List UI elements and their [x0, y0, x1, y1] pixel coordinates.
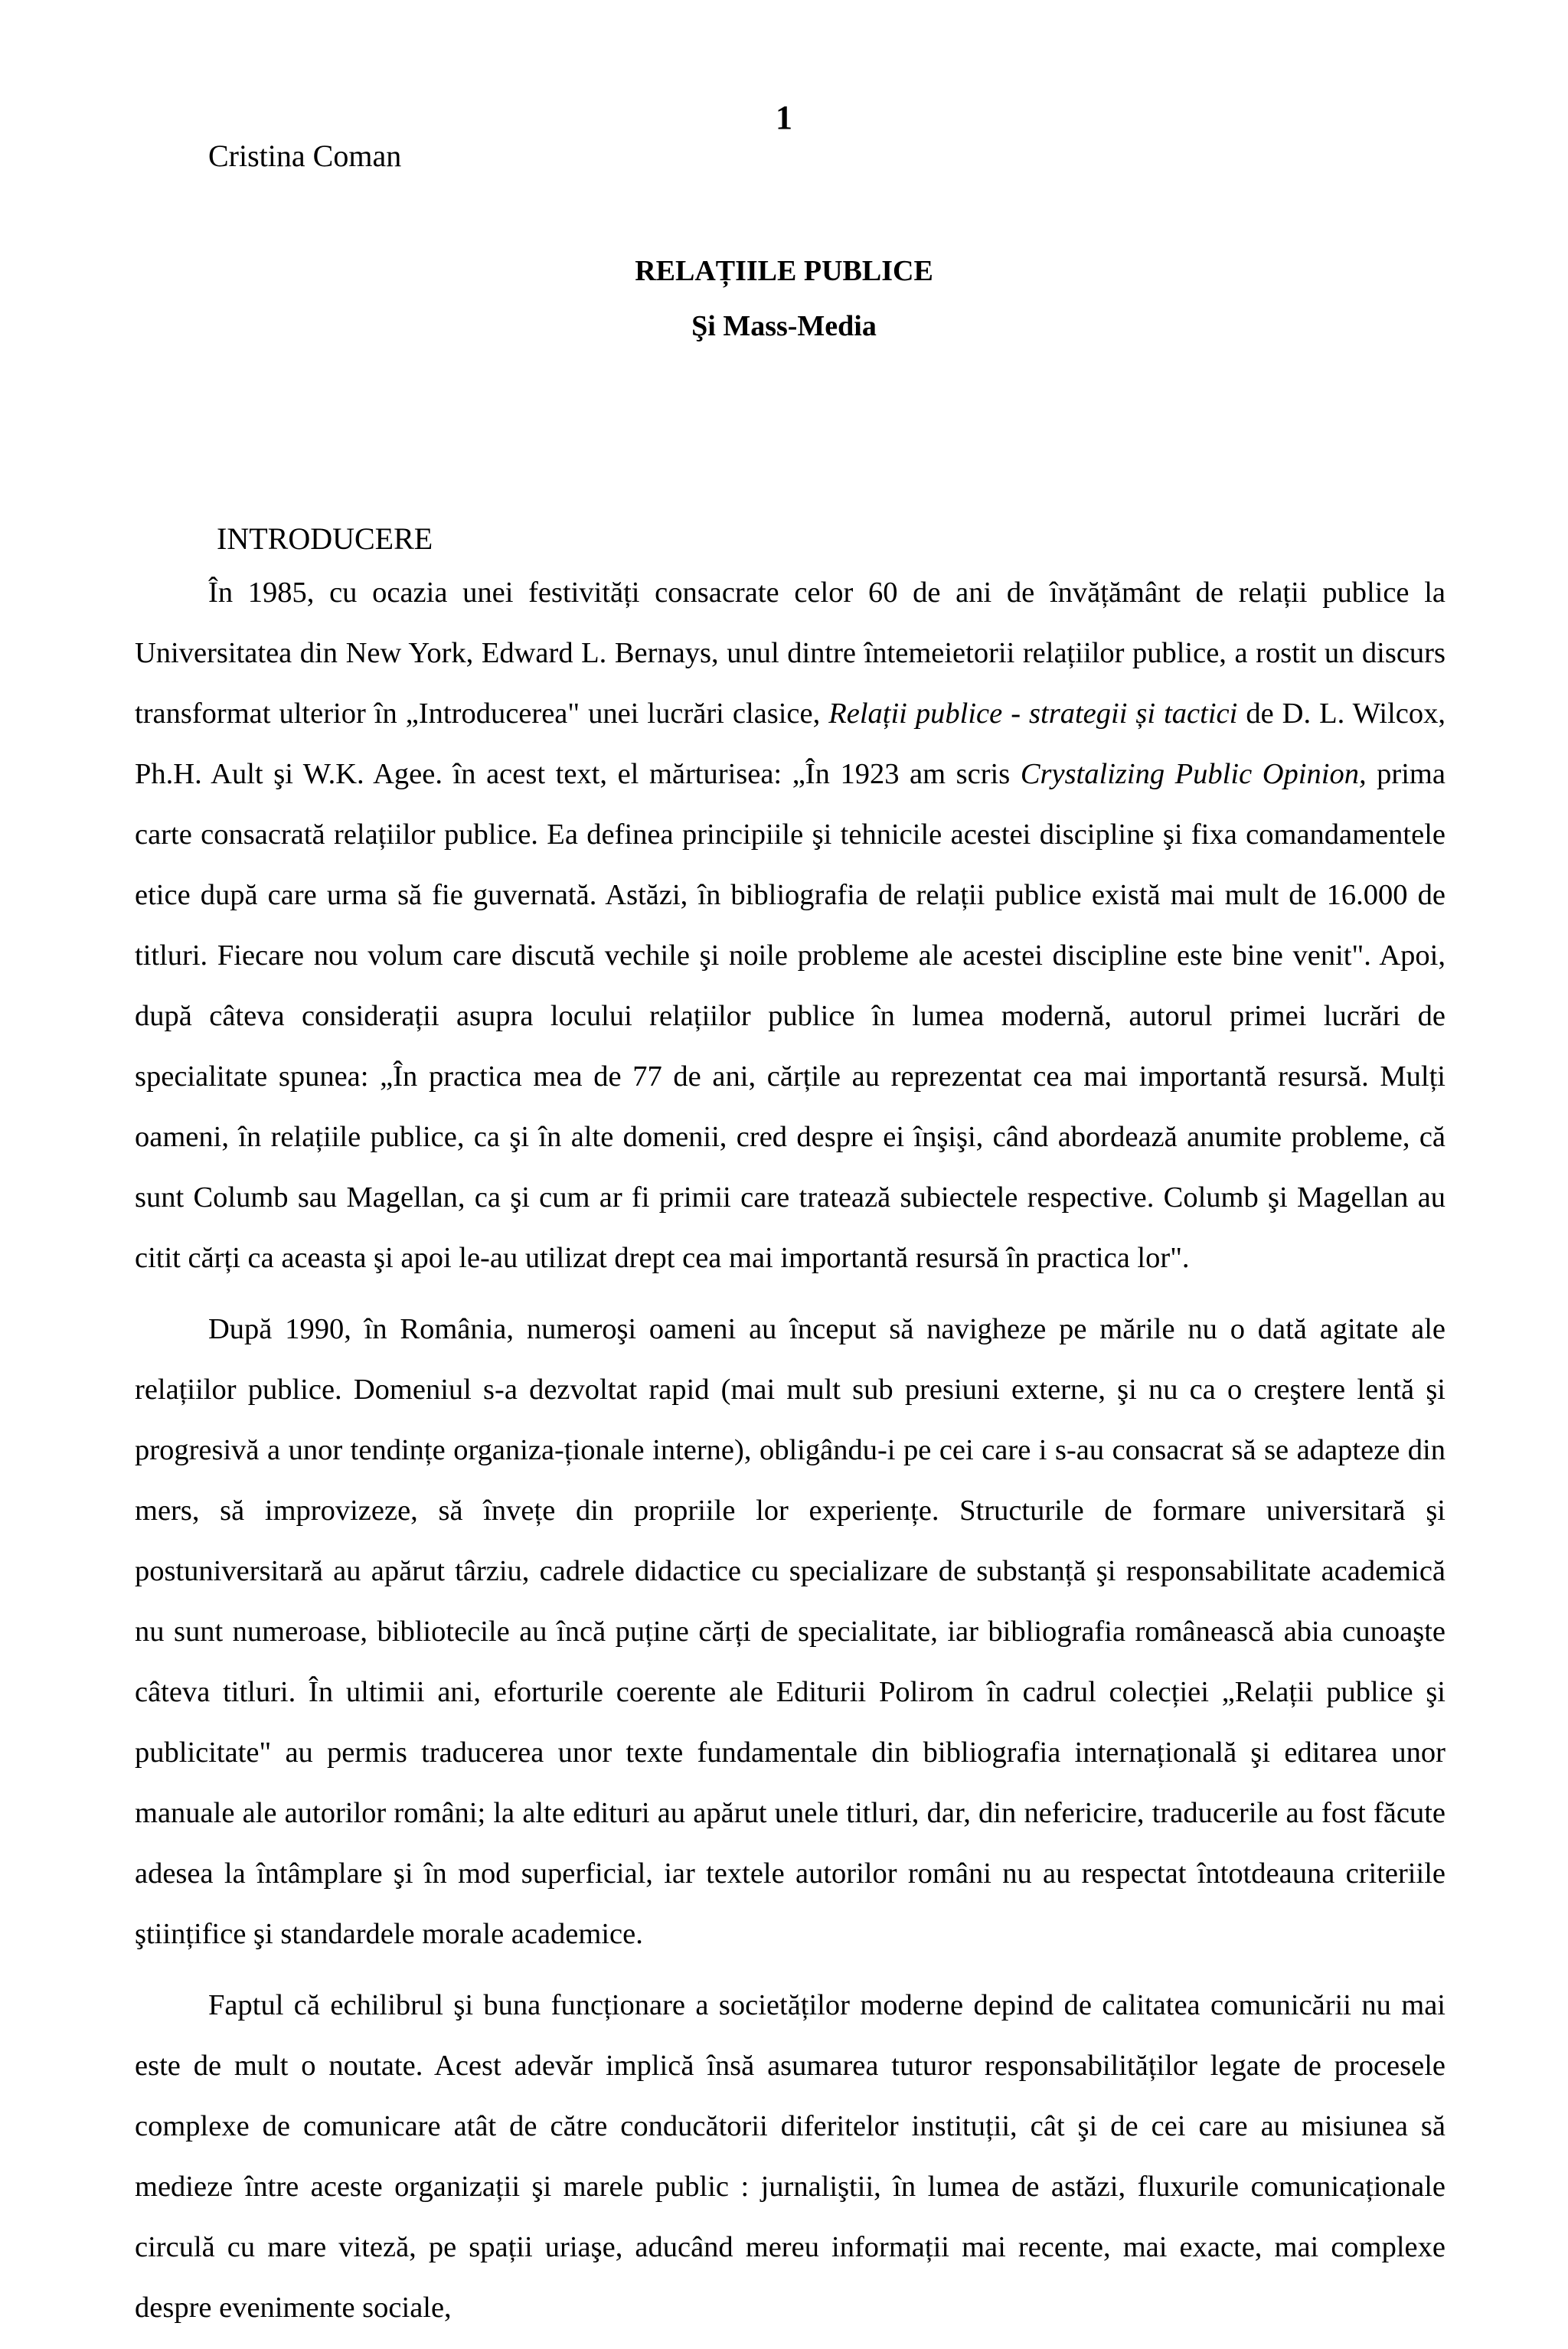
- author-name: Cristina Coman: [208, 139, 402, 173]
- paragraph-1-italic-title-2: Crystalizing Public Opinion,: [1020, 758, 1367, 790]
- paragraph-1-italic-title-1: Relații publice - strategii și tactici: [828, 698, 1238, 730]
- body-text: [135, 563, 1446, 2349]
- page-number: 1: [776, 99, 792, 136]
- title-line-2: Şi Mass-Media: [691, 310, 877, 342]
- section-heading: INTRODUCERE: [217, 521, 433, 556]
- paragraph-3: Faptul că echilibrul şi buna funcționare a societăților moderne depind de calitatea comunicării nu mai este de mult o noutate. Acest adevăr implică însă asumarea tuturor responsabilităților legate de procesele complexe de comunicare atât de către conducătorii diferitelor instituții, cât şi de cei care au misiunea să medieze între aceste organizații şi marele public : jurnaliştii, în lumea de astăzi, fluxurile comunicaționale circulă cu mare viteză, pe spații uriaşe, aducând mereu informații mai recente, mai exacte, mai complexe despre evenimente sociale,: [135, 1989, 1446, 2324]
- paragraph-2: După 1990, în România, numeroşi oameni au început să navigheze pe mările nu o dată agitate ale relațiilor publice. Domeniul s-a dezvoltat rapid (mai mult sub presiuni externe, şi nu ca o creştere lentă şi progresivă a unor tendințe organiza-ționale interne), obligându-i pe cei care i s-au consacrat să se adapteze din mers, să improvizeze, să învețe din propriile lor experiențe. Structurile de formare universitară şi postuniversitară au apărut târziu, cadrele didactice cu specializare de substanță şi responsabilitate academică nu sunt numeroase, bibliotecile au încă puține cărți de specialitate, iar bibliografia românească abia cunoaşte câteva titluri. În ultimii ani, eforturile coerente ale Editurii Polirom în cadrul colecției „Relații publice şi publicitate" au permis traducerea unor texte fundamentale din bibliografia internațională şi editarea unor manuale ale autorilor români; la alte edituri au apărut unele titluri, dar, din nefericire, traducerile au fost făcute adesea la întâmplare şi în mod superficial, iar textele autorilor români nu au respectat întotdeauna criteriile ştiințifice şi standardele morale academice.: [135, 1313, 1446, 1950]
- paragraph-1: [135, 563, 1446, 1289]
- document-title: [0, 243, 1568, 354]
- title-line-1: RELAȚIILE PUBLICE: [635, 255, 933, 287]
- paragraph-1-part-2: de D. L. Wilcox, Ph.H. Ault şi W.K. Agee. în acest text, el mărturisea: „În 1923 am scris: [135, 698, 1446, 790]
- paragraph-1-part-1: În 1985, cu ocazia unei festivități consacrate celor 60 de ani de învățământ de relații publice la Universitatea din New York, Edward L. Bernays, unul dintre întemeietorii relațiilor publice, a rostit un discurs transformat ulterior în „Introducerea" unei lucrări clasice,: [135, 577, 1446, 730]
- paragraph-1-part-3: prima carte consacrată relațiilor publice. Ea definea principiile şi tehnicile acestei discipline şi fixa comandamentele etice după care urma să fie guvernată. Astăzi, în bibliografia de relații publice există mai mult de 16.000 de titluri. Fiecare nou volum care discută vechile şi noile probleme ale acestei discipline este bine venit". Apoi, după câteva considerații asupra locului relațiilor publice în lumea modernă, autorul primei lucrări de specialitate spunea: „În practica mea de 77 de ani, cărțile au reprezentat cea mai importantă resursă. Mulți oameni, în relațiile publice, ca şi în alte domenii, cred despre ei înşişi, când abordează anumite probleme, că sunt Columb sau Magellan, ca şi cum ar fi primii care tratează subiectele respective. Columb şi Magellan au citit cărți ca aceasta şi apoi le-au utilizat drept cea mai importantă resursă în practica lor".: [135, 758, 1446, 1274]
